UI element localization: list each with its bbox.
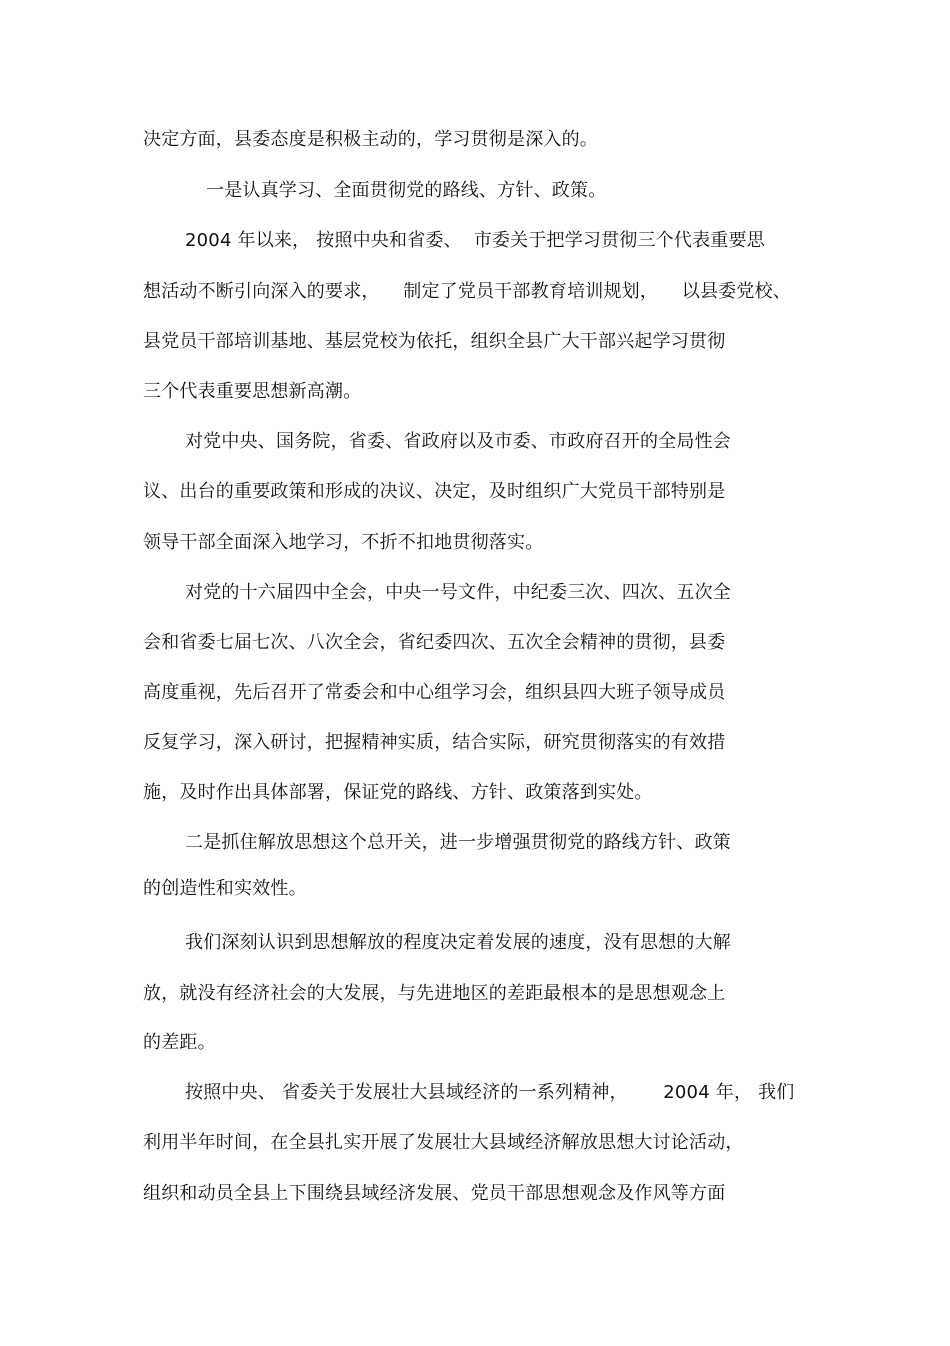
text-line: 的创造性和实效性。 [143,878,307,899]
text-line: 施，及时作出具体部署，保证党的路线、方针、政策落到实处。 [143,782,653,803]
text-line: 决定方面，县委态度是积极主动的，学习贯彻是深入的。 [143,129,598,150]
text-line: 对党的十六届四中全会，中央一号文件，中纪委三次、四次、五次全 [185,582,731,603]
text-line: 组织和动员全县上下围绕县域经济发展、党员干部思想观念及作风等方面 [143,1183,726,1204]
text-line: 想活动不断引向深入的要求， 制定了党员干部教育培训规划， 以县委党校、 [143,281,791,302]
section-heading: 二是抓住解放思想这个总开关，进一步增强贯彻党的路线方针、政策 [185,832,731,853]
text-line: 议、出台的重要政策和形成的决议、决定，及时组织广大党员干部特别是 [143,481,726,502]
text-line: 对党中央、国务院，省委、省政府以及市委、市政府召开的全局性会 [185,431,731,452]
text-line: 的差距。 [143,1032,216,1053]
text-line: 按照中央、 省委关于发展壮大县域经济的一系列精神， 2004 年， 我们 [185,1082,795,1103]
text-line: 2004 年以来， 按照中央和省委、 市委关于把学习贯彻三个代表重要思 [185,230,765,251]
text-line: 反复学习，深入研讨，把握精神实质，结合实际，研究贯彻落实的有效措 [143,732,726,753]
text-line: 放，就没有经济社会的大发展，与先进地区的差距最根本的是思想观念上 [143,983,726,1004]
section-heading: 一是认真学习、全面贯彻党的路线、方针、政策。 [206,180,607,201]
text-line: 县党员干部培训基地、基层党校为依托，组织全县广大干部兴起学习贯彻 [143,331,726,352]
text-line: 会和省委七届七次、八次全会，省纪委四次、五次全会精神的贯彻，县委 [143,632,726,653]
text-line: 三个代表重要思想新高潮。 [143,381,362,402]
text-line: 领导干部全面深入地学习，不折不扣地贯彻落实。 [143,532,544,553]
text-line: 高度重视，先后召开了常委会和中心组学习会，组织县四大班子领导成员 [143,682,726,703]
text-line: 利用半年时间，在全县扎实开展了发展壮大县域经济解放思想大讨论活动， [143,1132,744,1153]
text-line: 我们深刻认识到思想解放的程度决定着发展的速度，没有思想的大解 [185,932,731,953]
